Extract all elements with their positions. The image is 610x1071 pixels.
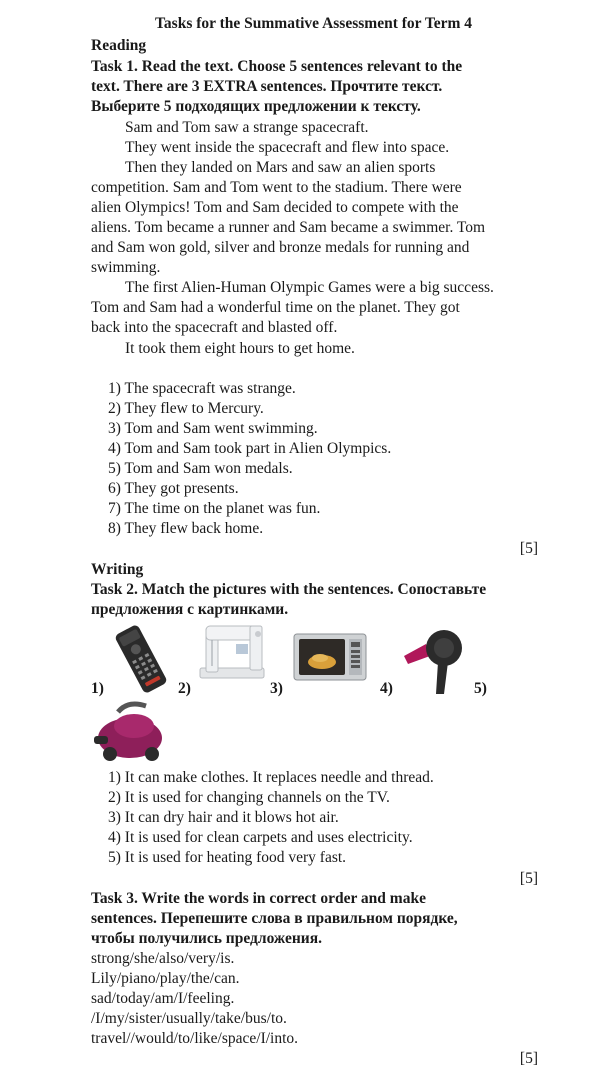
- reading-text-line: aliens. Tom became a runner and Sam became a swimmer. Tom: [91, 219, 486, 236]
- scrambled-item: travel//would/to/like/space/I/into.: [91, 1030, 299, 1047]
- task2-score: [5]: [519, 870, 538, 887]
- match-sentence: 4) It is used for clean carpets and uses electricity.: [108, 829, 413, 846]
- reading-text-line: swimming.: [91, 259, 161, 276]
- option-item: 4) Tom and Sam took part in Alien Olympics.: [108, 440, 392, 457]
- option-item: 1) The spacecraft was strange.: [108, 380, 296, 397]
- task1-instruction-line: Выберите 5 подходящих предложении к тексту.: [91, 98, 421, 115]
- picture-number: 4): [380, 680, 393, 697]
- task1-instruction-line: Task 1. Read the text. Choose 5 sentences relevant to the: [91, 58, 463, 75]
- scrambled-item: sad/today/am/I/feeling.: [91, 990, 235, 1007]
- sewing-machine-icon: [196, 620, 268, 682]
- task2-instruction-line: Task 2. Match the pictures with the sentences. Сопоставьте: [91, 581, 487, 598]
- match-sentence: 1) It can make clothes. It replaces needle and thread.: [108, 769, 434, 786]
- reading-text-line: alien Olympics! Tom and Sam decided to compete with the: [91, 199, 459, 216]
- task3-instruction-line: Task 3. Write the words in correct order and make: [91, 890, 426, 907]
- reading-text-line: Tom and Sam had a wonderful time on the planet. They got: [91, 299, 460, 316]
- hair-dryer-icon: [400, 626, 472, 696]
- task3-score: [5]: [519, 1050, 538, 1067]
- reading-heading: Reading: [91, 37, 147, 54]
- microwave-icon: [292, 632, 368, 684]
- option-item: 3) Tom and Sam went swimming.: [108, 420, 318, 437]
- tv-remote-icon: [106, 624, 176, 694]
- reading-text-line: competition. Sam and Tom went to the stadium. There were: [91, 179, 462, 196]
- match-sentence: 3) It can dry hair and it blows hot air.: [108, 809, 339, 826]
- vacuum-cleaner-icon: [88, 698, 170, 764]
- reading-text-line: The first Alien-Human Olympic Games were a big success.: [125, 279, 494, 296]
- match-sentence: 2) It is used for changing channels on the TV.: [108, 789, 390, 806]
- scrambled-item: strong/she/also/very/is.: [91, 950, 235, 967]
- match-sentence: 5) It is used for heating food very fast.: [108, 849, 347, 866]
- option-item: 8) They flew back home.: [108, 520, 264, 537]
- reading-text-line: back into the spacecraft and blasted off.: [91, 319, 338, 336]
- task3-instruction-line: чтобы получились предложения.: [91, 930, 322, 947]
- page-title: Tasks for the Summative Assessment for Term 4: [155, 15, 473, 32]
- option-item: 2) They flew to Mercury.: [108, 400, 264, 417]
- option-item: 5) Tom and Sam won medals.: [108, 460, 293, 477]
- task2-instruction-line: предложения с картинками.: [91, 601, 289, 618]
- reading-text-line: Sam and Tom saw a strange spacecraft.: [125, 119, 369, 136]
- reading-text-line: Then they landed on Mars and saw an alien sports: [125, 159, 436, 176]
- task1-instruction-line: text. There are 3 EXTRA sentences. Прочтите текст.: [91, 78, 443, 95]
- picture-number: 3): [270, 680, 283, 697]
- task3-instruction-line: sentences. Перепешите слова в правильном порядке,: [91, 910, 458, 927]
- picture-number: 5): [474, 680, 487, 697]
- picture-number: 1): [91, 680, 104, 697]
- scrambled-item: Lily/piano/play/the/can.: [91, 970, 240, 987]
- writing-heading: Writing: [91, 561, 144, 578]
- scrambled-item: /I/my/sister/usually/take/bus/to.: [91, 1010, 287, 1027]
- task1-score: [5]: [519, 540, 538, 557]
- reading-text-line: and Sam won gold, silver and bronze medals for running and: [91, 239, 470, 256]
- reading-text-line: They went inside the spacecraft and flew into space.: [125, 139, 450, 156]
- option-item: 6) They got presents.: [108, 480, 239, 497]
- reading-text-line: It took them eight hours to get home.: [125, 340, 355, 357]
- option-item: 7) The time on the planet was fun.: [108, 500, 321, 517]
- picture-number: 2): [178, 680, 191, 697]
